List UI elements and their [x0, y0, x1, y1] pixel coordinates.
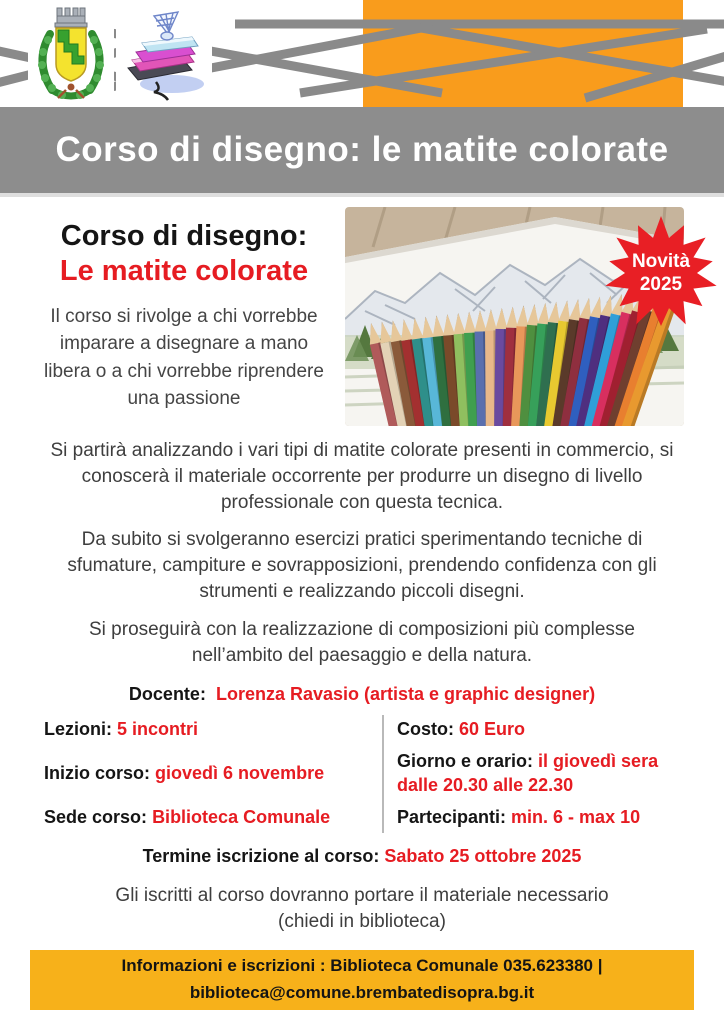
books-and-shuttlecock-icon: [116, 10, 212, 104]
detail-sede-corso: Sede corso: Biblioteca Comunale: [44, 807, 331, 828]
footer-line2: biblioteca@comune.brembatedisopra.bg.it: [189, 982, 535, 1002]
novita-2025-badge: [602, 216, 720, 330]
detail-inizio-corso: Inizio corso: giovedì 6 novembre: [44, 762, 325, 783]
intro-section: [40, 207, 691, 426]
municipal-coat-of-arms-icon: [28, 4, 114, 106]
banner-divider: [0, 193, 724, 197]
paragraph-3: Si proseguirà con la realizzazione di composizioni più complesse nell’ambito del paesaggio e della natura.: [89, 618, 635, 666]
deadline-value: Sabato 25 ottobre 2025: [384, 845, 582, 866]
library-logo: [116, 10, 212, 104]
deadline-line: [0, 846, 724, 867]
header: [0, 0, 724, 107]
detail-costo: Costo: 60 Euro: [397, 718, 526, 739]
badge-line2: 2025: [639, 274, 683, 295]
course-photo-wrap: [345, 207, 691, 426]
details-right-column: [384, 715, 680, 833]
footer-line1: Informazioni e iscrizioni : Biblioteca Comunale 035.623380 |: [121, 956, 603, 976]
detail-lezioni: Lezioni: 5 incontri: [44, 718, 199, 739]
course-details: [44, 715, 680, 833]
note-line1: Gli iscritti al corso dovranno portare il materiale necessario: [115, 884, 609, 906]
paragraph-2: Da subito si svolgeranno esercizi pratici sperimentando tecniche di sfumature, campiture e sovrapposizioni, prendendo confidenza con gli strumenti e realizzando piccoli disegni.: [67, 529, 657, 603]
municipality-crest-logo: [28, 4, 114, 106]
badge-line1: Novità: [631, 251, 691, 272]
detail-partecipanti: Partecipanti: min. 6 - max 10: [397, 807, 641, 828]
paragraph-1: Si partirà analizzando i vari tipi di matite colorate presenti in commercio, si conoscerà il materiale occorrente per produrre un disegno di livello professionale con questa tecnica.: [50, 440, 674, 513]
course-title-black: Corso di disegno:: [60, 220, 308, 252]
intro-text-column: [40, 207, 336, 426]
footer-contact-band: [30, 950, 694, 1010]
instructor-label: Docente:: [128, 683, 206, 704]
materials-note: [42, 883, 682, 936]
badge-text: [602, 216, 720, 330]
note-line2: (chiedi in biblioteca): [278, 911, 446, 933]
title-banner: [0, 107, 724, 193]
detail-giorno-orario: Giorno e orario: il giovedì sera dalle 20.30 alle 22.30: [397, 751, 659, 795]
instructor-line: [0, 684, 724, 705]
course-intro-text: Il corso si rivolge a chi vorrebbe imparare a disegnare a mano libera o a chi vorrebbe riprendere una passione: [44, 305, 324, 410]
course-title-red: Le matite colorate: [59, 254, 309, 287]
deadline-label: Termine iscrizione al corso:: [142, 845, 380, 866]
banner-title: Corso di disegno: le matite colorate: [55, 130, 669, 169]
details-left-column: [44, 715, 382, 833]
instructor-name: Lorenza Ravasio (artista e graphic designer): [215, 683, 596, 704]
